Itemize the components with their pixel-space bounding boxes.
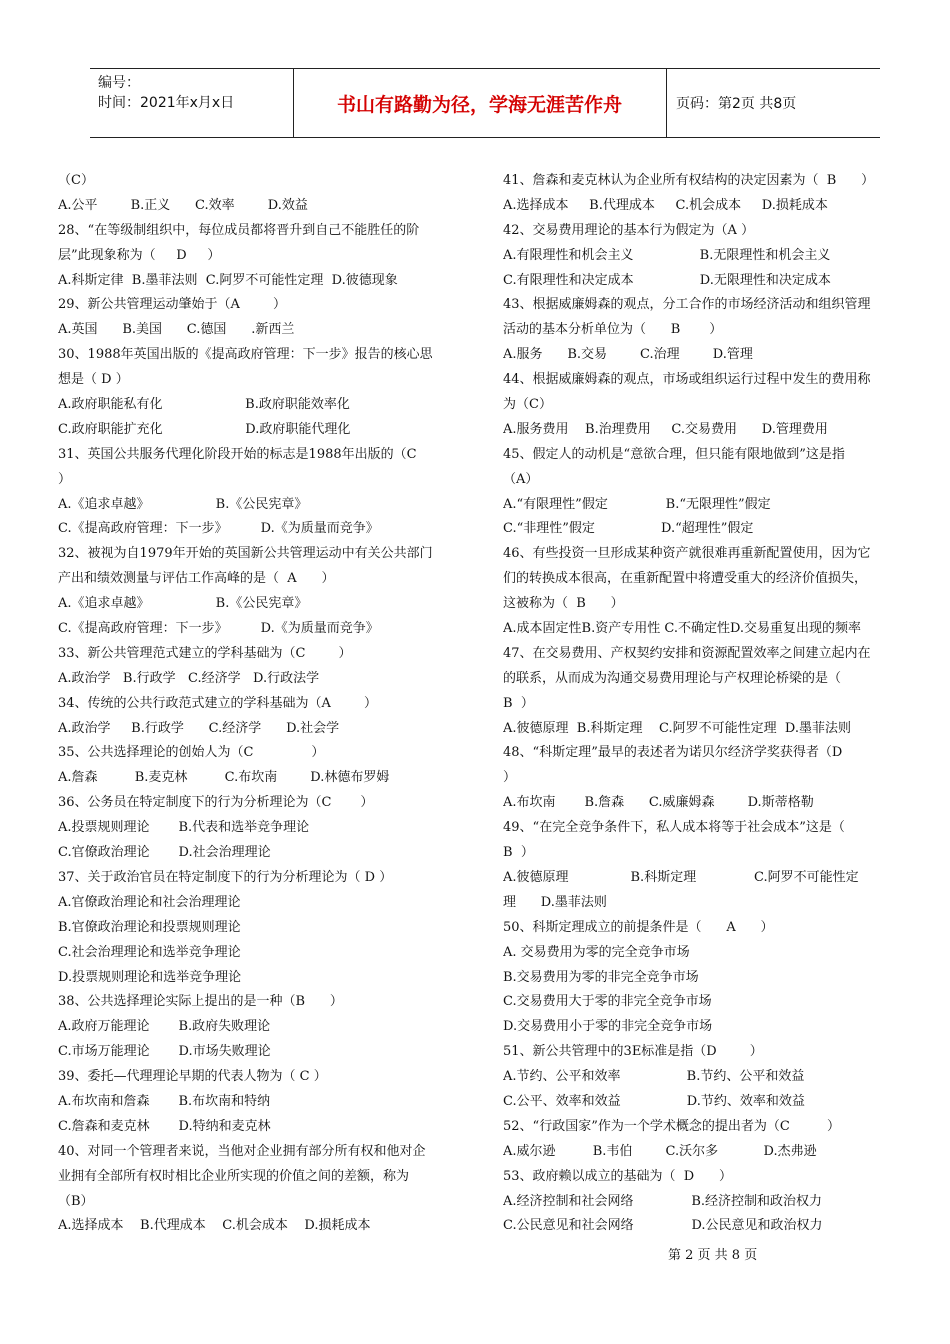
text-line: C.公民意见和社会网络 D.公民意见和政治权力 [503,1218,823,1234]
text-line: 的联系，从而成为沟通交易费用理论与产权理论桥梁的是（ [503,670,842,686]
text-line: A.选择成本 B.代理成本 C.机会成本 D.损耗成本 [503,197,828,213]
text-line: A.彼德原理 B.科斯定理 C.阿罗不可能性定 [503,869,859,885]
text-line: A.《追求卓越》 B.《公民宪章》 [58,596,308,612]
text-line: A.投票规则理论 B.代表和选举竞争理论 [58,820,310,836]
text-line: 50、科斯定理成立的前提条件是（ A ） [503,919,774,935]
text-line: A.“有限理性”假定 B.“无限理性”假定 [503,496,771,512]
text-line: C.“非理性”假定 D.“超理性”假定 [503,521,754,537]
text-line: C.官僚政治理论 D.社会治理理论 [58,845,271,861]
text-line: C.《提高政府管理：下一步》 D.《为质量而竞争》 [58,521,379,537]
text-line: 39、委托—代理理论早期的代表人物为（ C ） [58,1069,327,1085]
text-line: A.詹森 B.麦克林 C.布坎南 D.林德布罗姆 [58,770,390,786]
page-footer: 第 2 页 共 8 页 [668,1248,758,1263]
text-line: （B） [58,1193,94,1209]
left-column [58,169,472,1239]
text-line: A.政府职能私有化 B.政府职能效率化 [58,397,350,413]
text-line: 44、根据威廉姆森的观点，市场或组织运行过程中发生的费用称 [503,372,871,388]
text-line: C.公平、效率和效益 D.节约、效率和效益 [503,1093,805,1109]
text-line: A.公平 B.正义 C.效率 D.效益 [58,197,308,213]
text-line: A.服务费用 B.治理费用 C.交易费用 D.管理费用 [503,421,828,437]
text-line: 理 D.墨菲法则 [503,894,607,910]
text-line: ） [58,471,72,487]
text-line: A. 交易费用为零的完全竞争市场 [503,944,690,960]
text-line: 想是（ D ） [58,372,129,388]
text-line: A.政府万能理论 B.政府失败理论 [58,1019,271,1035]
text-line: A.彼德原理 B.科斯定理 C.阿罗不可能性定理 D.墨菲法则 [503,720,851,736]
text-line: （A） [503,471,539,487]
text-line: A.科斯定律 B.墨菲法则 C.阿罗不可能性定理 D.彼德现象 [58,272,398,288]
text-line: A.有限理性和机会主义 B.无限理性和机会主义 [503,247,831,263]
number-label: 编号： [98,75,140,91]
header-page-label: 页码：第2页 共8页 [676,96,797,112]
text-line: 为（C） [503,397,552,413]
text-line: A.政治学 B.行政学 C.经济学 D.社会学 [58,720,340,736]
text-line: D.交易费用小于零的非完全竞争市场 [503,1019,713,1035]
text-line: B.交易费用为零的非完全竞争市场 [503,969,699,985]
page-header [90,68,880,138]
text-line: 52、“行政国家”作为一个学术概念的提出者为（C ） [503,1118,840,1134]
text-line: A.布坎南和詹森 B.布坎南和特纳 [58,1093,271,1109]
text-line: 28、“在等级制组织中，每位成员都将晋升到自己不能胜任的阶 [58,222,420,238]
text-line: 业拥有全部所有权时相比企业所实现的价值之间的差额，称为 [58,1168,410,1184]
text-line: 33、新公共管理范式建立的学科基础为（C ） [58,645,352,661]
text-line: C.有限理性和决定成本 D.无限理性和决定成本 [503,272,831,288]
text-line: 41、詹森和麦克林认为企业所有权结构的决定因素为（ B ） [503,173,875,188]
text-line: A.威尔逊 B.韦伯 C.沃尔多 D.杰弗逊 [503,1143,817,1159]
text-line: 51、新公共管理中的3E标准是指（D ） [503,1044,763,1060]
text-line: A.服务 B.交易 C.治理 D.管理 [503,347,753,363]
text-line: C.交易费用大于零的非完全竞争市场 [503,994,712,1010]
text-line: （C） [58,173,94,188]
text-line: A.官僚政治理论和社会治理理论 [58,894,241,910]
text-line: A.成本固定性B.资产专用性 C.不确定性D.交易重复出现的频率 [503,621,862,637]
text-line: 们的转换成本很高，在重新配置中将遭受重大的经济价值损失， [503,571,868,587]
text-line: 34、传统的公共行政范式建立的学科基础为（A ） [58,695,377,711]
text-line: 这被称为（ B ） [503,596,624,612]
text-line: A.选择成本 B.代理成本 C.机会成本 D.损耗成本 [58,1218,371,1234]
header-motto: 书山有路勤为径，学海无涯苦作舟 [336,93,622,116]
text-line: 37、关于政治官员在特定制度下的行为分析理论为（ D ） [58,869,393,885]
text-line: A.经济控制和社会网络 B.经济控制和政治权力 [503,1193,823,1209]
header-divider [666,69,667,137]
text-line: B ） [503,845,534,861]
text-line: 29、新公共管理运动肇始于（A ） [58,297,286,313]
text-line: 30、1988年英国出版的《提高政府管理：下一步》报告的核心思 [58,347,433,363]
text-line: 49、“在完全竞争条件下，私人成本将等于社会成本”这是（ [503,820,845,836]
text-line: 46、有些投资一旦形成某种资产就很难再重新配置使用，因为它 [503,546,871,562]
text-line: A.英国 B.美国 C.德国 .新西兰 [58,322,295,338]
right-column [503,169,917,1239]
header-meta [98,73,293,113]
text-line: A.《追求卓越》 B.《公民宪章》 [58,496,308,512]
text-line: 32、被视为自1979年开始的英国新公共管理运动中有关公共部门 [58,546,433,562]
text-line: B.官僚政治理论和投票规则理论 [58,919,241,935]
text-line: 40、对同一个管理者来说，当他对企业拥有部分所有权和他对企 [58,1143,426,1159]
text-line: 活动的基本分析单位为（ B ） [503,322,723,338]
text-line: 48、“科斯定理”最早的表述者为诺贝尔经济学奖获得者（D [503,745,843,761]
text-line: 42、交易费用理论的基本行为假定为（A ） [503,222,755,238]
text-line: C.政府职能扩充化 D.政府职能代理化 [58,421,351,437]
text-line: 35、公共选择理论的创始人为（C ） [58,745,325,761]
text-line: C.市场万能理论 D.市场失败理论 [58,1044,271,1060]
text-line: A.政治学 B.行政学 C.经济学 D.行政法学 [58,670,320,686]
text-line: D.投票规则理论和选举竞争理论 [58,969,242,985]
text-line: 产出和绩效测量与评估工作高峰的是（ A ） [58,571,335,587]
text-line: A.节约、公平和效率 B.节约、公平和效益 [503,1069,805,1085]
text-line: 47、在交易费用、产权契约安排和资源配置效率之间建立起内在 [503,645,871,661]
text-line: 层”此现象称为（ D ） [58,247,221,263]
text-line: 38、公共选择理论实际上提出的是一种（B ） [58,994,343,1010]
text-line: ） [503,770,517,786]
text-line: C.社会治理理论和选举竞争理论 [58,944,241,960]
text-line: 36、公务员在特定制度下的行为分析理论为（C ） [58,795,374,811]
text-line: B ） [503,695,534,711]
text-line: 53、政府赖以成立的基础为（ D ） [503,1168,733,1184]
text-line: 43、根据威廉姆森的观点，分工合作的市场经济活动和组织管理 [503,297,871,313]
text-line: 31、英国公共服务代理化阶段开始的标志是1988年出版的（C [58,446,417,462]
text-line: A.布坎南 B.詹森 C.威廉姆森 D.斯蒂格勒 [503,795,814,811]
text-line: C.《提高政府管理：下一步》 D.《为质量而竞争》 [58,621,379,637]
text-line: C.詹森和麦克林 D.特纳和麦克林 [58,1118,271,1134]
text-line: 45、假定人的动机是“意欲合理，但只能有限地做到”这是指 [503,446,845,462]
time-label: 时间：2021年x月x日 [98,95,235,111]
